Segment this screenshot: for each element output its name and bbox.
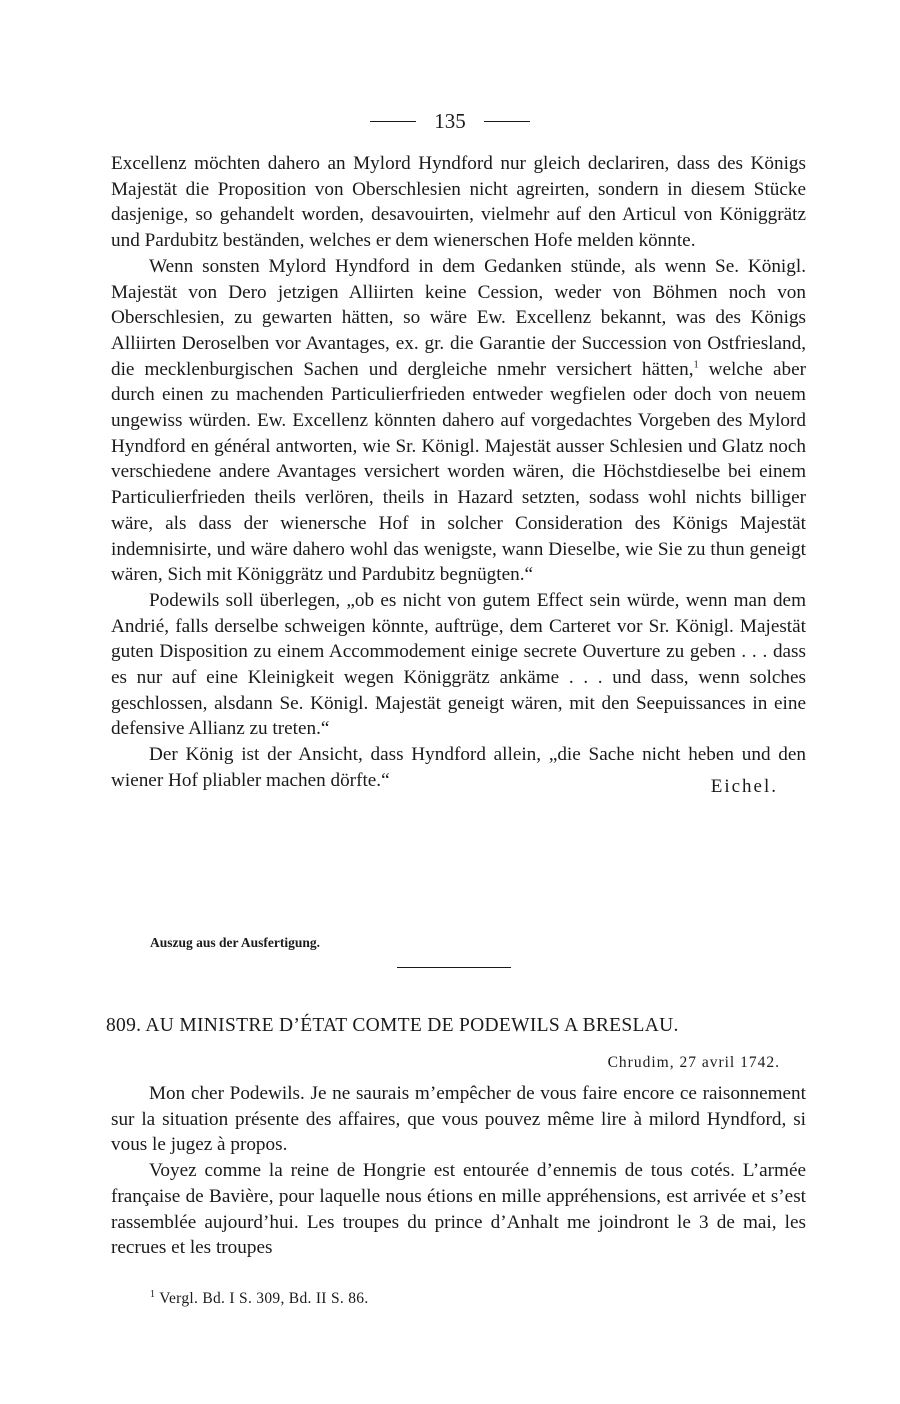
- header-rule-left: [370, 121, 416, 122]
- letter-paragraph-2: Voyez comme la reine de Hongrie est entourée d’ennemis de tous cotés. L’armée française de Bavière, pour laquelle nous étions en mille appréhensions, est arrivée et s’est rassemblée aujourd’hui. Les troupes du prince d’Anhalt me joindront le 3 de mai, les recrues et les troupes: [111, 1160, 806, 1259]
- paragraph-2-part-2: welche aber durch einen zu machenden Particulierfrieden entweder wegfielen oder doch von neuem ungewiss würden. Ew. Excellenz könnten dahero auf vorgedachtes Vorgeben des Mylord Hyndford en général antworten, wie Sr. Königl. Majestät ausser Schlesien und Glatz noch verschiedene andere Avantages versichert worden wären, die Höchstdieselbe bei einem Particulierfrieden theils verlören, theils in Hazard setzten, sodass wohl nichts billiger wäre, als dass der wienersche Hof in solcher Consideration des Königs Majestät indemnisirte, und wäre dahero wohl das wenigste, wann Dieselbe, wie Sie zu thun geneigt wären, Sich mit Königgrätz und Pardubitz begnügten.“: [111, 358, 806, 586]
- letter-dateline: Chrudim, 27 avril 1742.: [607, 1054, 780, 1071]
- page-header: [0, 106, 900, 136]
- source-note: Auszug aus der Ausfertigung.: [150, 935, 321, 950]
- paragraph-3: Podewils soll überlegen, „ob es nicht von gutem Effect sein würde, wenn man dem Andrié, falls derselbe schweigen könnte, auftrüge, dem Carteret vor Sr. Königl. Majestät guten Disposition zu einem Accommodement einige secrete Ouverture zu geben . . . dass es nur auf eine Kleinigkeit wegen Königgrätz ankäme . . . und dass, wenn solches geschlossen, alsdann Se. Königl. Majestät geneigt wären, mit den Seepuissances in eine defensive Allianz zu treten.“: [111, 589, 806, 740]
- paragraph-2-part-1: Wenn sonsten Mylord Hyndford in dem Gedanken stünde, als wenn Se. Königl. Majestät von Dero jetzigen Alliirten keine Cession, weder von Böhmen noch von Oberschlesien, zu gewarten hätten, so wäre Ew. Excellenz bekannt, was des Königs Alliirten Deroselben vor Avantages, ex. gr. die Garantie der Succession von Ostfriesland, die mecklenburgischen Sachen und dergleiche nmehr versichert hätten,: [111, 255, 806, 380]
- paragraph-2: [111, 254, 806, 588]
- footnote: [150, 1289, 369, 1308]
- signature: Eichel.: [710, 775, 778, 797]
- page-number: 135: [434, 108, 466, 133]
- letter-paragraph-1: Mon cher Podewils. Je ne saurais m’empêcher de vous faire encore ce raisonnement sur la situation présente des affaires, que vous pouvez même lire à milord Hyndford, si vous le jugez à propos.: [111, 1083, 806, 1156]
- letter-text: [111, 1081, 806, 1261]
- footnote-text: Vergl. Bd. I S. 309, Bd. II S. 86.: [159, 1290, 369, 1308]
- section-divider: [397, 967, 511, 968]
- footnote-reference: 1: [693, 359, 699, 371]
- paragraph-1: Excellenz möchten dahero an Mylord Hyndford nur gleich declariren, dass des Königs Majestät die Proposition von Oberschlesien nicht agreirten, sondern in diesem Stücke dasjenige, so gehandelt worden, desavouirten, vielmehr auf den Articul von Königgrätz und Pardubitz beständen, welches er dem wienerschen Hofe melden könnte.: [111, 153, 806, 252]
- footnote-marker: 1: [150, 1289, 156, 1300]
- main-text: [111, 151, 806, 797]
- paragraph-4: Der König ist der Ansicht, dass Hyndford allein, „die Sache nicht heben und den wiener Hof pliabler machen dörfte.“: [111, 744, 806, 791]
- letter-heading: 809. AU MINISTRE D’ÉTAT COMTE DE PODEWILS A BRESLAU.: [106, 1015, 679, 1036]
- header-rule-right: [484, 121, 530, 122]
